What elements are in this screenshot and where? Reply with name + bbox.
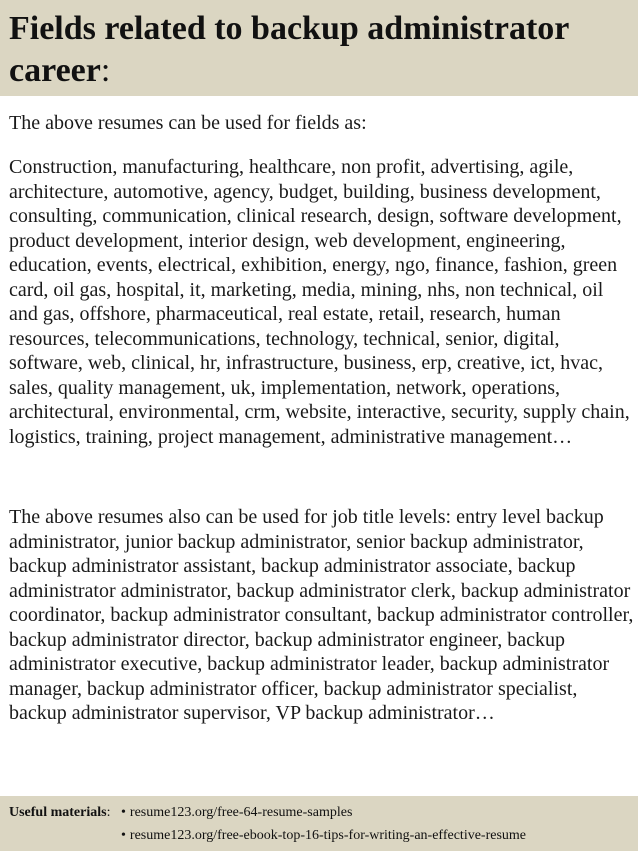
footer-link-item	[121, 826, 526, 846]
title-band	[0, 0, 638, 96]
job-levels-list: The above resumes also can be used for job title levels: entry level backup administrator, junior backup administrator, senior backup administrator, backup administrator assistant, backup administrator associate, backup administrator administrator, backup administrator clerk, backup administrator coordinator, backup administrator consultant, backup administrator controller, backup administrator director, backup administrator engineer, backup administrator executive, backup administrator leader, backup administrator manager, backup administrator officer, backup administrator specialist, backup administrator supervisor, VP backup administrator…	[9, 506, 634, 724]
useful-materials-band	[0, 796, 638, 851]
resume-samples-link[interactable]: resume123.org/free-64-resume-samples	[129, 805, 353, 820]
page-title	[9, 8, 629, 92]
useful-materials-label-text: Useful materials	[9, 805, 107, 820]
page-title-text: Fields related to backup administrator career	[9, 10, 569, 89]
useful-materials-label-colon: :	[106, 805, 111, 820]
bullet-icon: •	[121, 805, 126, 820]
footer-link-item	[121, 803, 352, 823]
bullet-icon: •	[121, 828, 126, 843]
ebook-tips-link[interactable]: resume123.org/free-ebook-top-16-tips-for-writing-an-effective-resume	[129, 828, 527, 843]
fields-list: Construction, manufacturing, healthcare, non profit, advertising, agile, architecture, automotive, agency, budget, building, business development, consulting, communication, clinical research, design, software development, product development, interior design, web development, engineering, education, events, electrical, exhibition, energy, ngo, finance, fashion, green card, oil gas, hospital, it, marketing, media, mining, nhs, non technical, oil and gas, offshore, pharmaceutical, real estate, retail, research, human resources, telecommunications, technology, technical, senior, digital, software, web, clinical, hr, infrastructure, business, erp, creative, ict, hvac, sales, quality management, uk, implementation, network, operations, architectural, environmental, crm, website, interactive, security, supply chain, logistics, training, project management, administrative management…	[9, 156, 630, 448]
useful-materials-label	[9, 803, 110, 823]
intro-text: The above resumes can be used for fields as:	[9, 112, 367, 134]
page-title-colon: :	[100, 52, 111, 89]
